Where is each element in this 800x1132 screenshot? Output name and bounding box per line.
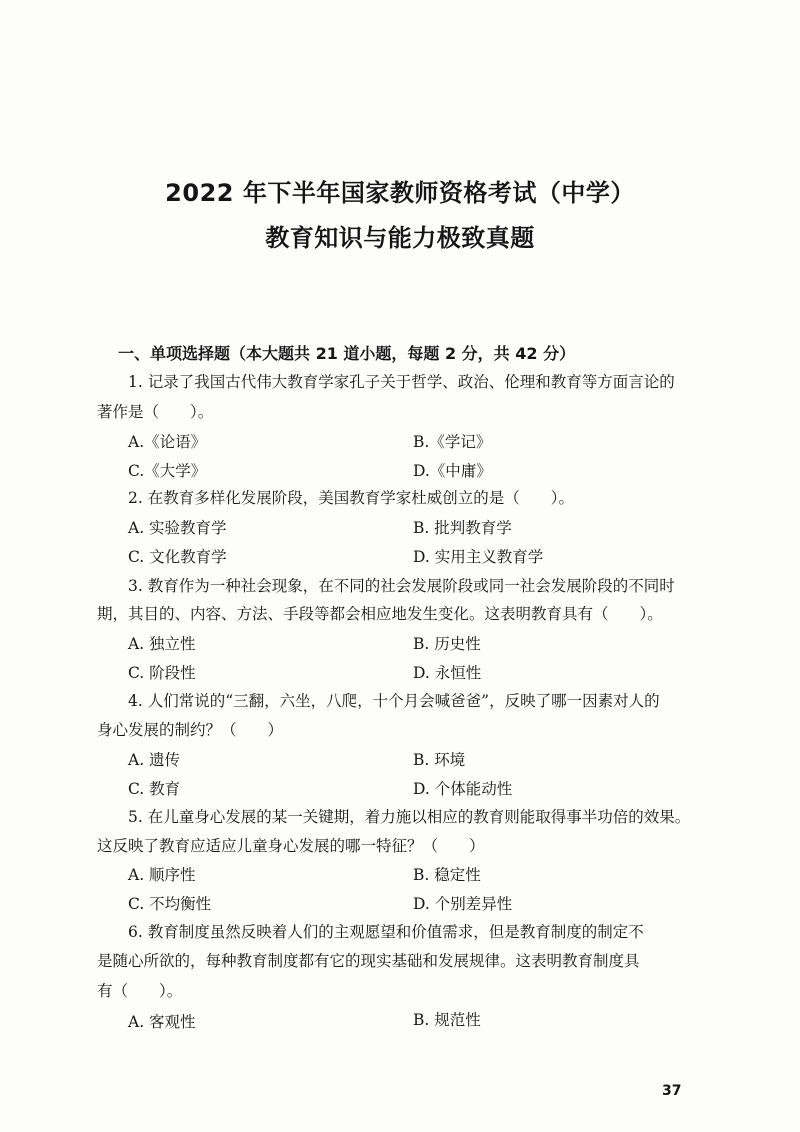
question-1-option-d: D.《中庸》 <box>413 462 492 480</box>
question-6-line-2: 是随心所欲的，每种教育制度都有它的现实基础和发展规律。这表明教育制度具 <box>97 952 640 970</box>
question-4-line-2: 身心发展的制约？（ ） <box>97 721 284 739</box>
page-subtitle: 教育知识与能力极致真题 <box>265 224 535 252</box>
question-6-line-1: 6. 教育制度虽然反映着人们的主观愿望和价值需求，但是教育制度的制定不 <box>128 923 644 941</box>
question-5-line-2: 这反映了教育应适应儿童身心发展的哪一特征？（ ） <box>97 837 485 855</box>
question-6-line-3: 有（ ）。 <box>97 982 183 1000</box>
question-5-option-b: B. 稳定性 <box>413 866 481 884</box>
question-1-option-b: B.《学记》 <box>413 433 492 451</box>
question-2-option-d: D. 实用主义教育学 <box>413 548 544 566</box>
question-3-option-c: C. 阶段性 <box>128 664 196 682</box>
question-5-option-a: A. 顺序性 <box>128 866 196 884</box>
question-1-option-c: C.《大学》 <box>128 462 207 480</box>
question-5-option-d: D. 个别差异性 <box>413 895 513 913</box>
question-3-option-d: D. 永恒性 <box>413 664 482 682</box>
question-2-option-b: B. 批判教育学 <box>413 519 512 537</box>
question-4-option-d: D. 个体能动性 <box>413 780 513 798</box>
question-4-option-a: A. 遗传 <box>128 751 181 769</box>
question-3-option-b: B. 历史性 <box>413 635 481 653</box>
page-title: 2022 年下半年国家教师资格考试（中学） <box>165 179 635 207</box>
question-6-option-b: B. 规范性 <box>413 1011 481 1029</box>
question-1-line-2: 著作是（ ）。 <box>97 403 214 421</box>
question-5-line-1: 5. 在儿童身心发展的某一关键期，着力施以相应的教育则能取得事半功倍的效果。 <box>128 808 691 826</box>
question-4-line-1: 4. 人们常说的“三翻，六坐，八爬，十个月会喊爸爸”，反映了哪一因素对人的 <box>128 692 660 710</box>
question-5-option-c: C. 不均衡性 <box>128 895 212 913</box>
question-2-option-c: C. 文化教育学 <box>128 548 227 566</box>
question-3-option-a: A. 独立性 <box>128 635 196 653</box>
section-heading: 一、单项选择题（本大题共 21 道小题，每题 2 分，共 42 分） <box>118 344 576 363</box>
question-4-option-c: C. 教育 <box>128 780 181 798</box>
question-2-option-a: A. 实验教育学 <box>128 519 227 537</box>
question-2-line-1: 2. 在教育多样化发展阶段，美国教育学家杜威创立的是（ ）。 <box>128 489 574 507</box>
question-1-option-a: A.《论语》 <box>128 433 207 451</box>
question-1-line-1: 1. 记录了我国古代伟大教育学家孔子关于哲学、政治、伦理和教育等方面言论的 <box>128 373 675 391</box>
question-3-line-1: 3. 教育作为一种社会现象，在不同的社会发展阶段或同一社会发展阶段的不同时 <box>128 577 675 595</box>
question-4-option-b: B. 环境 <box>413 751 466 769</box>
page-number: 37 <box>662 1083 682 1099</box>
question-3-line-2: 期，其目的、内容、方法、手段等都会相应地发生变化。这表明教育具有（ ）。 <box>97 605 663 623</box>
question-6-option-a: A. 客观性 <box>128 1013 196 1031</box>
